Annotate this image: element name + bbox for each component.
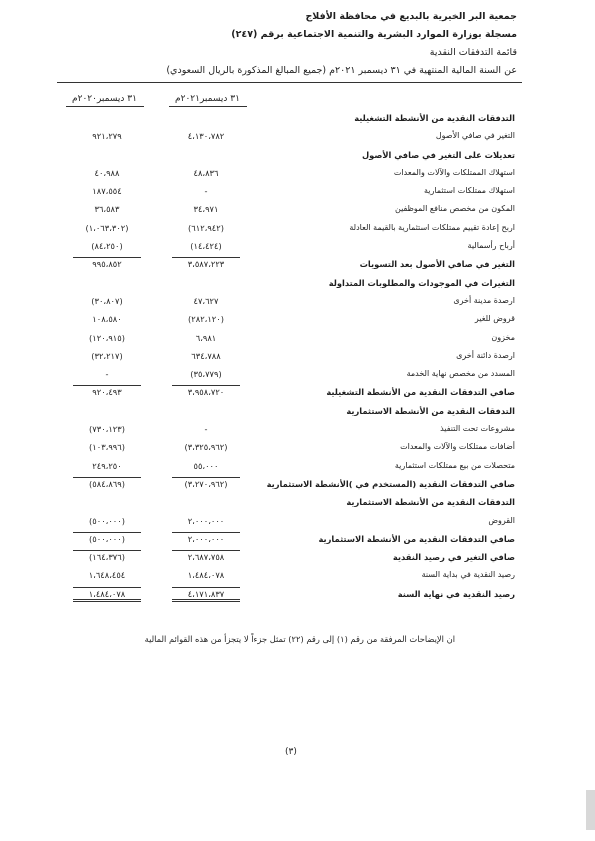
section-heading-operating (0, 111, 595, 129)
column-header-2020-label: ٣١ ديسمبر٢٠٢٠م (72, 94, 137, 104)
row-label: رصيد النقدية في نهاية السنة (397, 588, 515, 599)
section-heading-financing (0, 495, 595, 513)
scan-edge-shadow (586, 790, 595, 830)
row-label: التغير في صافي الأصول (435, 131, 515, 141)
table-row (0, 129, 595, 147)
row-label: اربح إعادة تقييم ممتلكات استثمارية بالقيمة العادلة (349, 222, 515, 232)
column-header-2021-label: ٣١ ديسمبر٢٠٢١م (175, 94, 240, 104)
amount-2021: ٦،٩٨١ (195, 332, 217, 343)
registration-line: مسجلة بوزارة الموارد البشرية والتنمية الاجتماعية برقم (٢٤٧) (231, 29, 517, 40)
row-label: قروض للغير (474, 314, 515, 324)
amount-2021: ٢،٠٠٠،٠٠٠ (172, 532, 240, 544)
amount-2020: ١٠٨،٥٨٠ (92, 314, 122, 325)
statement-title: قائمة التدفقات النقدية (429, 47, 517, 58)
amount-2020: ٩٩٥،٨٥٢ (73, 257, 141, 269)
amount-2021: ١،٤٨٤،٠٧٨ (187, 570, 225, 581)
statement-period: عن السنة المالية المنتهية في ٣١ ديسمبر ٢٠٢١م (جميع المبالغ المذكورة بالريال السعودي) (166, 65, 517, 76)
amount-2021: (١٤،٤٢٤) (190, 241, 222, 252)
column-underline (169, 106, 247, 107)
cash-flow-table (0, 111, 595, 605)
row-label: مشروعات تحت التنفيذ (440, 424, 515, 434)
amount-2020: (٥٠٠،٠٠٠) (89, 515, 125, 526)
table-row (0, 422, 595, 440)
amount-2020: (١٠٣،٩٩٦) (89, 442, 125, 453)
column-underline (66, 106, 144, 107)
row-label: ارصدة دائنة أخرى (456, 350, 515, 360)
table-row (0, 349, 595, 367)
subtotal-row (0, 257, 595, 275)
ending-cash-row (0, 587, 595, 605)
table-row (0, 459, 595, 477)
amount-2021: ٣٤،٩٧١ (193, 204, 219, 215)
subtotal-row (0, 477, 595, 495)
row-label: التغيرات في الموجودات والمطلوبات المتداولة (328, 277, 515, 288)
table-row (0, 294, 595, 312)
row-label: المكون من مخصص منافع الموظفين (395, 204, 515, 214)
subtotal-row (0, 532, 595, 550)
amount-2020: (٥٠٠،٠٠٠) (73, 532, 141, 544)
amount-2021: ٤،١٧١،٨٣٧ (172, 587, 240, 602)
table-row (0, 440, 595, 458)
amount-2021: ٣،٥٨٧،٢٢٣ (172, 257, 240, 269)
table-row (0, 367, 595, 385)
row-label: القروض (488, 515, 515, 525)
amount-2021: ٥٥،٠٠٠ (193, 460, 219, 471)
table-row (0, 221, 595, 239)
amount-2020: (٧٣٠،١٢٣) (89, 424, 125, 435)
amount-2021: - (204, 186, 208, 197)
amount-2020: ١٨٧،٥٥٤ (92, 186, 122, 197)
amount-2020: ١،٦٤٨،٤٥٤ (88, 570, 126, 581)
row-label: ارصدة مدينة أخرى (453, 295, 515, 305)
net-change-row (0, 550, 595, 568)
amount-2021: (٣٥،٧٧٩) (190, 369, 222, 380)
amount-2021: (٣،٣٢٥،٩٦٢) (184, 442, 228, 453)
amount-2021: ٣،٩٥٨،٧٢٠ (172, 385, 240, 397)
row-label: التغير في صافي الأصول بعد التسويات (359, 259, 515, 270)
table-row (0, 568, 595, 586)
amount-2020: ٢٤٩،٢٥٠ (92, 460, 122, 471)
amount-2020: ٣٦،٥٨٣ (94, 204, 120, 215)
subtotal-row (0, 385, 595, 403)
amount-2021: (٢٨٢،١٢٠) (188, 314, 224, 325)
section-heading-working-capital (0, 276, 595, 294)
amount-2021: ٢،٠٠٠،٠٠٠ (187, 515, 225, 526)
header-divider (57, 82, 522, 83)
row-label: التدفقات النقدية من الأنشطة التشغيلية (354, 113, 515, 123)
amount-2020: (٥٨٤،٨٦٩) (73, 477, 141, 489)
amount-2020: (١،٠٦٣،٣٠٢) (85, 222, 129, 233)
amount-2021: - (204, 424, 208, 435)
amount-2020: ٤٠،٩٨٨ (94, 167, 120, 178)
column-header-2020 (57, 94, 152, 107)
amount-2020: (٣٠،٨٠٧) (91, 295, 123, 306)
section-heading-adjustments (0, 148, 595, 166)
amount-2021: ٤،١٣٠،٧٨٢ (187, 131, 225, 142)
row-label: استهلاك الممتلكات والآلات والمعدات (393, 167, 515, 177)
row-label: أرباح رأسمالية (467, 241, 515, 251)
amount-2021: ٤٨،٨٣٦ (193, 167, 219, 178)
table-row (0, 514, 595, 532)
notes-footnote: ان الإيضاحات المرفقة من رقم (١) إلى رقم (٢٢) تمثل جزءاً لا يتجزأ من هذه القوائم المالية (144, 634, 455, 644)
row-label: أضافات ممتلكات والآلات والمعدات (400, 442, 515, 452)
amount-2021: ٦٣٤،٧٨٨ (191, 350, 221, 361)
amount-2020: (٣٢،٢١٧) (91, 350, 123, 361)
row-label: استهلاك ممتلكات استثمارية (423, 186, 515, 196)
row-label: صافي التدفقات النقدية من الأنشطة التشغيلية (326, 387, 515, 398)
row-label: تعديلات على التغير في صافي الأصول (361, 149, 515, 160)
row-label: رصيد النقدية في بداية السنة (421, 570, 515, 580)
row-label: المسدد من مخصص نهاية الخدمة (406, 369, 515, 379)
amount-2021: ٤٧،٦٢٧ (193, 295, 219, 306)
row-label: التدفقات النقدية من الأنشطة الاستثمارية (346, 405, 515, 416)
statement-header (57, 8, 517, 80)
amount-2020: (١٢٠،٩١٥) (89, 332, 125, 343)
amount-2021: (٦١٢،٩٤٢) (188, 222, 224, 233)
row-label: التدفقات النقدية من الأنشطة الاستثمارية (346, 497, 515, 508)
table-row (0, 202, 595, 220)
row-label: صافي التدفقات النقدية من الأنشطة الاستثمارية (318, 533, 515, 544)
amount-2020: (٨٤،٢٥٠) (91, 241, 123, 252)
table-row (0, 312, 595, 330)
amount-2021: (٣،٢٧٠،٩٦٢) (172, 477, 240, 489)
amount-2020: - (105, 369, 109, 380)
amount-2020: ٩٢١،٢٧٩ (92, 131, 122, 142)
row-label: صافي التدفقات النقدية (المستخدم في )الأنشطة الاستثمارية (266, 478, 515, 489)
row-label: صافي التغير في رصيد النقدية (392, 552, 515, 563)
section-heading-investing (0, 404, 595, 422)
page-number: (٣) (285, 747, 297, 757)
table-row (0, 166, 595, 184)
amount-2020: (١٦٤،٣٧٦) (73, 550, 141, 562)
row-label: مخزون (491, 332, 515, 342)
table-row (0, 239, 595, 257)
organization-name: جمعية البر الخيرية بالبديع في محافظة الأفلاج (305, 11, 517, 22)
amount-2021: ٢،٦٨٧،٧٥٨ (172, 550, 240, 562)
table-row (0, 184, 595, 202)
table-row (0, 331, 595, 349)
amount-2020: ٩٢٠،٤٩٣ (73, 385, 141, 397)
amount-2020: ١،٤٨٤،٠٧٨ (73, 587, 141, 602)
row-label: متحصلات من بيع ممتلكات استثمارية (394, 460, 515, 470)
column-header-2021 (160, 94, 255, 107)
